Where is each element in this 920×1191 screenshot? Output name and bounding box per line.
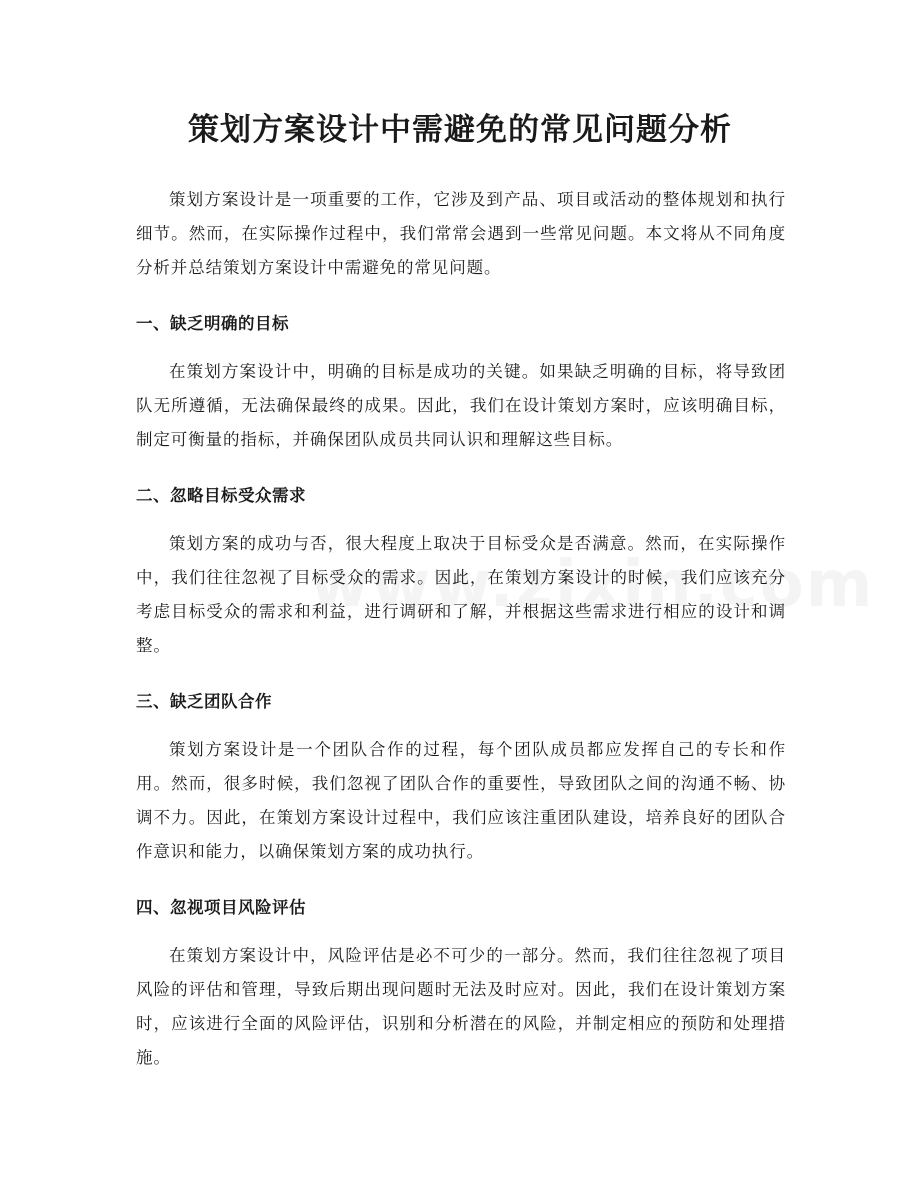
section-heading-1: 一、缺乏明确的目标 [136, 314, 289, 333]
section-body-1: 在策划方案设计中，明确的目标是成功的关键。如果缺乏明确的目标，将导致团队无所遵循，无法确保最终的成果。因此，我们在设计策划方案时，应该明确目标，制定可衡量的指标，并确保团队成员共同认识和理解这些目标。 [136, 362, 786, 449]
section-heading-2: 二、忽略目标受众需求 [136, 486, 306, 505]
section-heading-3: 三、缺乏团队合作 [136, 692, 272, 711]
section-body-3: 策划方案设计是一个团队合作的过程，每个团队成员都应发挥自己的专长和作用。然而，很多时候，我们忽视了团队合作的重要性，导致团队之间的沟通不畅、协调不力。因此，在策划方案设计过程中，我们应该注重团队建设，培养良好的团队合作意识和能力，以确保策划方案的成功执行。 [136, 740, 786, 861]
section-heading-4: 四、忽视项目风险评估 [136, 898, 306, 917]
document-body [136, 183, 786, 1075]
section-body-4: 在策划方案设计中，风险评估是必不可少的一部分。然而，我们往往忽视了项目风险的评估和管理，导致后期出现问题时无法及时应对。因此，我们在设计策划方案时，应该进行全面的风险评估，识别和分析潜在的风险，并制定相应的预防和处理措施。 [136, 946, 786, 1067]
document-title: 策划方案设计中需避免的常见问题分析 [188, 112, 732, 148]
section-body-2: 策划方案的成功与否，很大程度上取决于目标受众是否满意。然而，在实际操作中，我们往往忽视了目标受众的需求。因此，在策划方案设计的时候，我们应该充分考虑目标受众的需求和利益，进行调研和了解，并根据这些需求进行相应的设计和调整。 [136, 534, 786, 655]
intro-paragraph: 策划方案设计是一项重要的工作，它涉及到产品、项目或活动的整体规划和执行细节。然而，在实际操作过程中，我们常常会遇到一些常见问题。本文将从不同角度分析并总结策划方案设计中需避免的常见问题。 [136, 190, 786, 277]
